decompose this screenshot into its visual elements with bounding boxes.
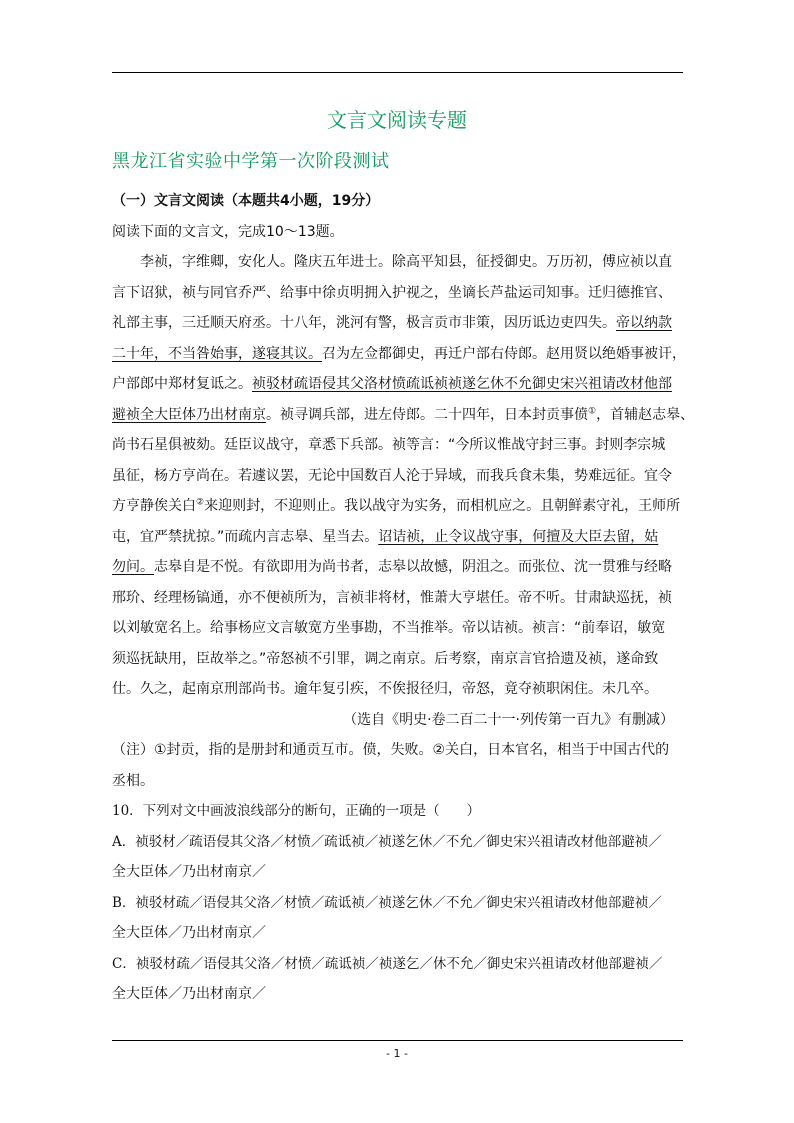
annotation-note: 丞相。 — [112, 772, 154, 789]
footnote-marker: ① — [588, 405, 597, 416]
option-b: B．祯驳材疏／语侵其父洛／材愤／疏诋祯／祯遂乞休／不允／御史宋兴祖请改材他部避祯／ — [112, 894, 662, 911]
passage-line: 以刘敏宽名上。给事杨应文言敏宽方坐事勘，不当推举。帝以诘祯。祯言：“前奉诏，敏宽 — [112, 620, 666, 636]
instruction-text: 阅读下面的文言文，完成10～13题。 — [112, 223, 344, 240]
passage-line: 礼部主事，三迁顺天府丞。十八年，洮河有警，极言贡市非策，因历诋边吏四失。帝以纳款 — [112, 315, 672, 331]
option-b-cont: 全大臣体／乃出材南京／ — [112, 925, 266, 941]
underlined-text: 帝以纳款 — [616, 315, 672, 331]
option-c-cont: 全大臣体／乃出材南京／ — [112, 986, 266, 1002]
annotation-note: （注）①封贡，指的是册封和通贡互市。偾，失败。②关白，日本官名，相当于中国古代的 — [112, 742, 670, 758]
section-heading: （一）文言文阅读（本题共4小题，19分） — [112, 193, 380, 209]
passage-line: 户部郎中郑材复诋之。祯驳材疏语侵其父洛材愤疏诋祯祯遂乞休不允御史宋兴祖请改材他部 — [112, 376, 672, 392]
passage-line: 仕。久之，起南京刑部尚书。逾年复引疾，不俟报径归，帝怒，竟夺祯职闲住。未几卒。 — [112, 681, 658, 697]
document-body — [112, 186, 695, 1010]
option-c: C．祯驳材疏／语侵其父洛／材愤／疏诋祯／祯遂乞／休不允／御史宋兴祖请改材他部避祯／ — [112, 955, 663, 972]
footer-rule — [112, 1040, 683, 1041]
passage-line: 邢玠、经理杨镐通，亦不便祯所为，言祯非将材，惟萧大亨堪任。帝不听。甘肃缺巡抚，祯 — [112, 589, 672, 606]
passage — [112, 247, 695, 705]
passage-line: 避祯全大臣体乃出材南京。祯寻调兵部，进左侍郎。二十四年，日本封贡事偾①，首辅赵志皋、 — [112, 405, 695, 423]
passage-line: 二十年，不当咎始事，遂寝其议。召为左佥都御史，再迁户部右侍郎。赵用贤以绝婚事被讦， — [112, 345, 686, 362]
passage-line: 须巡抚缺用，臣故举之。”帝怒祯不引罪，调之南京。后考察，南京言官拾遗及祯，遂命致 — [112, 650, 659, 667]
passage-line: 方亨静俟关白②来迎则封，不迎则止。我以战守为实务，而相机应之。且朝鲜素守礼，王师所 — [112, 497, 681, 514]
source-citation: （选自《明史·卷二百二十一·列传第一百九》有删减） — [343, 711, 674, 728]
passage-line: 言下诏狱，祯与同官乔严、给事中徐贞明拥入护视之，坐谪长芦盐运司知事。迁归德推官、 — [112, 284, 672, 301]
underlined-text: 二十年，不当咎始事，遂寝其议。 — [112, 345, 322, 362]
passage-line: 李祯，字维卿，安化人。隆庆五年进士。除高平知县，征授御史。万历初，傅应祯以直 — [140, 254, 672, 270]
underlined-text: 诏诘祯，止令议战守事，何擅及大臣去留，姑 — [378, 528, 659, 545]
wavy-underlined-text: 避祯全大臣体乃出材南京 — [112, 406, 266, 423]
page-title: 文言文阅读专题 — [327, 108, 467, 132]
passage-line: 尚书石星俱被劾。廷臣议战守，章悉下兵部。祯等言：“今所议惟战守封三事。封则李宗城 — [112, 437, 666, 453]
passage-line: 屯，宜严禁扰掠。”而疏内言志皋、星当去。诏诘祯，止令议战守事，何擅及大臣去留，姑 — [112, 528, 659, 545]
passage-line: 虽征，杨方亨尚在。若遽议罢，无论中国数百人沦于异域，而我兵食未集，势难远征。宜令 — [112, 467, 672, 484]
footnote-marker: ② — [196, 497, 205, 508]
header-rule — [112, 72, 683, 73]
question-stem: 10．下列对文中画波浪线部分的断句，正确的一项是（ ） — [112, 803, 481, 819]
option-a: A．祯驳材／疏语侵其父洛／材愤／疏诋祯／祯遂乞休／不允／御史宋兴祖请改材他部避祯／ — [112, 833, 662, 850]
option-a-cont: 全大臣体／乃出材南京／ — [112, 864, 266, 880]
page-number: - 1 - — [386, 1047, 408, 1060]
passage-line: 勿问。志皋自是不悦。有欲即用为尚书者，志皋以故憾，阴沮之。而张位、沈一贯雅与经略 — [112, 559, 672, 575]
underlined-text: 勿问。 — [112, 559, 154, 575]
wavy-underlined-text: 祯驳材疏语侵其父洛材愤疏诋祯祯遂乞休不允御史宋兴祖请改材他部 — [252, 376, 672, 392]
exam-subtitle: 黑龙江省实验中学第一次阶段测试 — [112, 151, 390, 172]
